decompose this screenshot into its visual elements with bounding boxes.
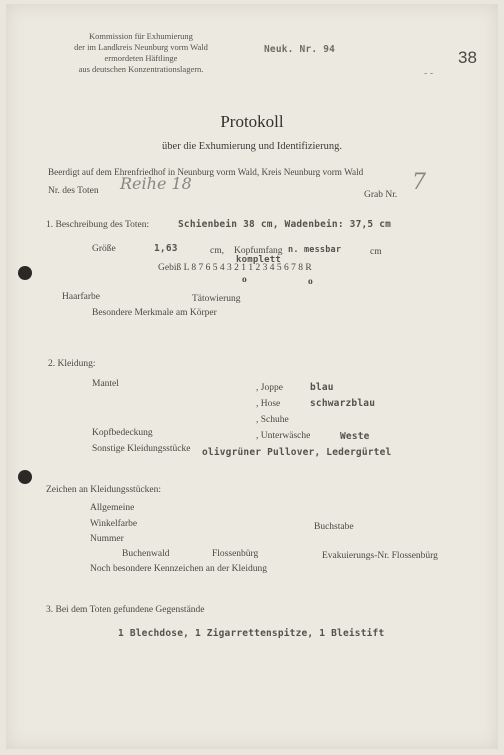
hair-label: Haarfarbe: [62, 292, 100, 302]
flossenburg-label: Flossenbürg: [212, 549, 259, 559]
commission-line: ermordeten Häftlinge: [104, 53, 178, 63]
commission-line: der im Landkreis Neunburg vorm Wald: [74, 42, 208, 52]
teeth-label: Gebiß L 8 7 6 5 4 3 2 1 1 2 3 4 5 6 7 8 R: [158, 263, 312, 273]
head-circ-unit: cm: [370, 247, 382, 257]
jacket-label: , Joppe: [256, 383, 283, 393]
subtitle: über die Exhumierung und Identifizierung.: [162, 141, 342, 152]
teeth-mark: o: [242, 275, 247, 285]
underwear-value: Weste: [340, 431, 370, 442]
marks-heading: Zeichen an Kleidungsstücken:: [46, 485, 162, 495]
trousers-value: schwarzblau: [310, 398, 376, 409]
general-label: Allgemeine: [90, 503, 135, 513]
shoes-label: , Schuhe: [256, 415, 289, 425]
other-clothing-label: Sonstige Kleidungsstücke: [92, 444, 191, 454]
section3-heading: 3. Bei dem Toten gefundene Gegenstände: [46, 605, 205, 615]
section2-heading: 2. Kleidung:: [48, 359, 96, 369]
other-marks-label: Noch besondere Kennzeichen an der Kleidung: [90, 564, 267, 574]
protocol-document: [6, 4, 498, 749]
dead-number-value: Reihe 18: [120, 174, 192, 193]
items-value: 1 Blechdose, 1 Zigarrettenspitze, 1 Bleistift: [118, 628, 385, 639]
scribble-mark: - -: [424, 68, 434, 79]
commission-block: [46, 31, 236, 75]
tattoo-label: Tätowierung: [192, 294, 241, 304]
height-label: Größe: [92, 244, 116, 254]
special-marks-label: Besondere Merkmale am Körper: [92, 308, 217, 318]
page-number: 38: [458, 48, 477, 67]
page-title: Protokoll: [220, 112, 284, 131]
section1-heading: 1. Beschreibung des Toten:: [46, 220, 150, 230]
dead-number-label: Nr. des Toten: [48, 186, 99, 196]
headwear-label: Kopfbedeckung: [92, 428, 153, 438]
letter-label: Buchstabe: [314, 522, 354, 532]
teeth-mark: o: [308, 277, 313, 287]
grave-number-label: Grab Nr.: [364, 190, 398, 200]
grave-number-value: 7: [412, 170, 426, 195]
coat-label: Mantel: [92, 379, 119, 389]
angle-color-label: Winkelfarbe: [90, 519, 138, 529]
head-circ-label: Kopfumfang: [234, 246, 283, 256]
punch-hole: [18, 470, 32, 484]
number-label: Nummer: [90, 534, 124, 544]
other-clothing-value: olivgrüner Pullover, Ledergürtel: [202, 447, 392, 458]
height-unit: cm,: [210, 246, 224, 256]
teeth-complete: komplett: [236, 255, 281, 265]
trousers-label: , Hose: [256, 399, 281, 409]
typed-description: Schienbein 38 cm, Wadenbein: 37,5 cm: [178, 219, 392, 230]
reference-number: Neuk. Nr. 94: [264, 44, 336, 55]
commission-line: aus deutschen Konzentrationslagern.: [78, 64, 204, 74]
head-circ-value: n. messbar: [288, 245, 342, 255]
underwear-label: , Unterwäsche: [256, 431, 311, 441]
commission-line: Kommission für Exhumierung: [89, 31, 193, 41]
buchenwald-label: Buchenwald: [122, 549, 170, 559]
jacket-value: blau: [310, 382, 334, 393]
burial-line: Beerdigt auf dem Ehrenfriedhof in Neunburg vorm Wald, Kreis Neunburg vorm Wald: [48, 167, 364, 177]
height-value: 1,63: [154, 243, 178, 254]
punch-hole: [18, 266, 32, 280]
evac-label: Evakuierungs-Nr. Flossenbürg: [322, 551, 438, 561]
